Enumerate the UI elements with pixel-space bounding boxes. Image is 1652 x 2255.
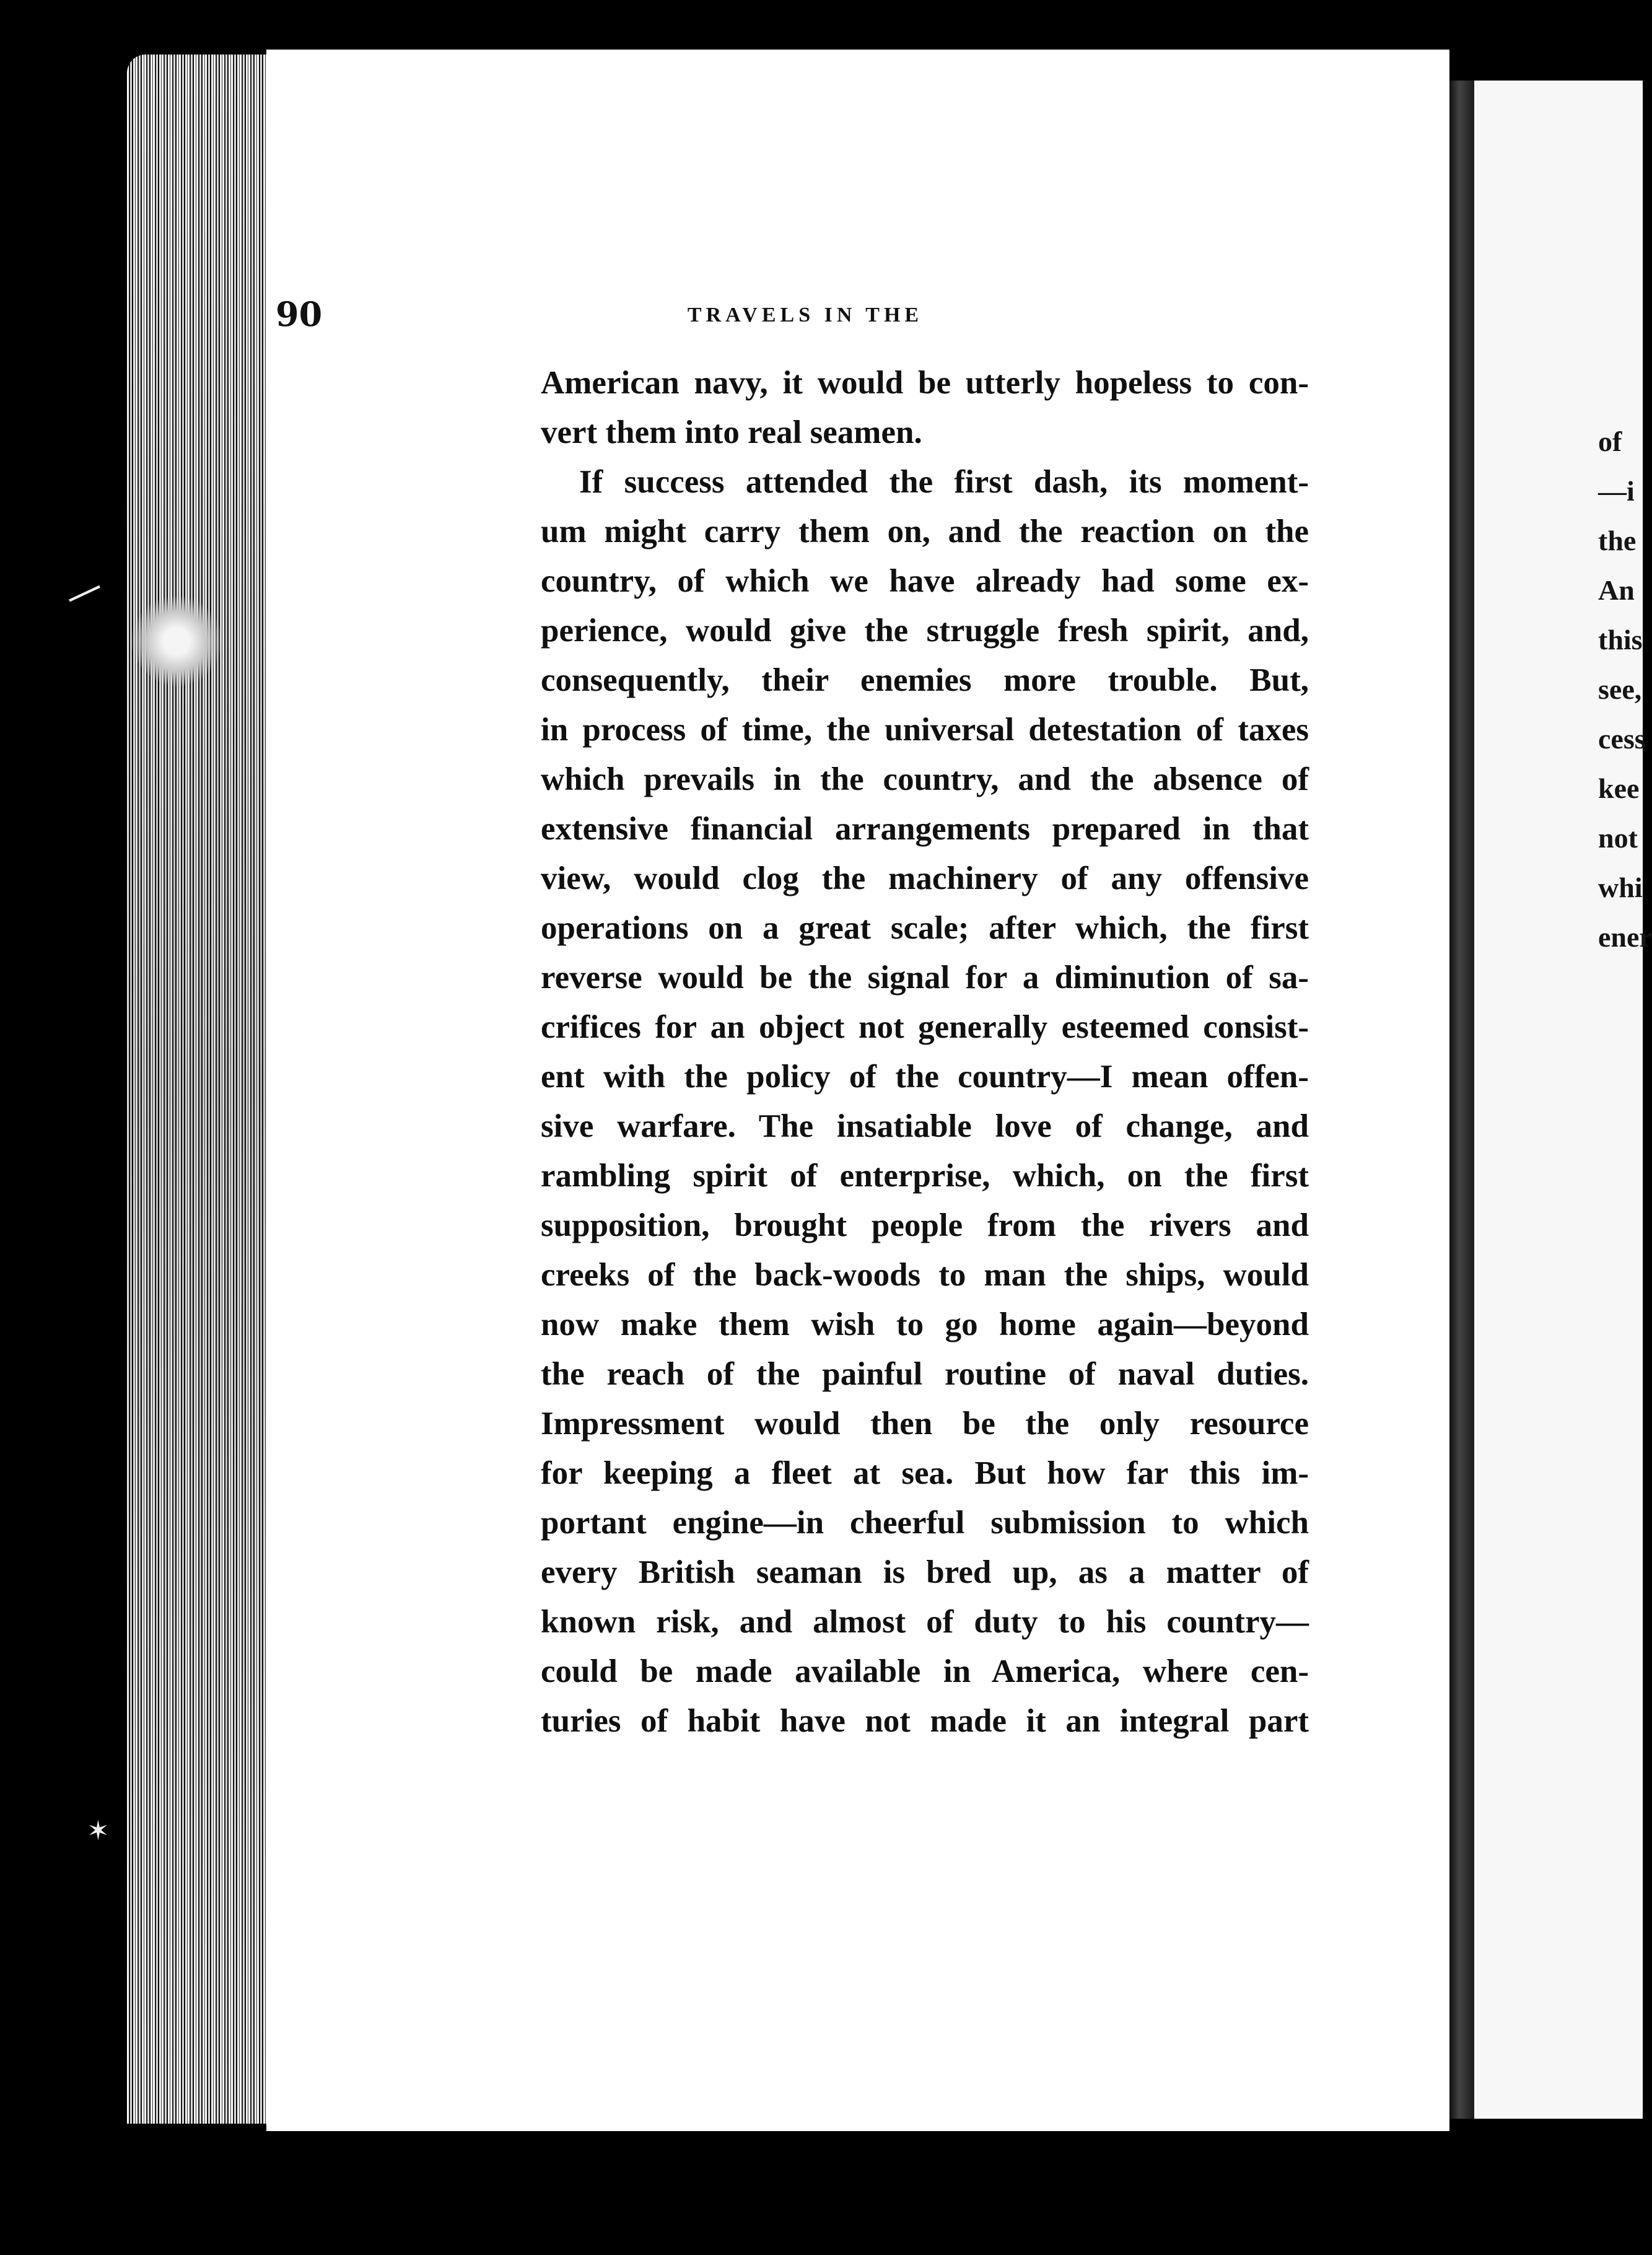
- body-text: [541, 358, 1309, 1746]
- text-line: crifices for an object not generally esteemed consist-: [541, 1009, 1309, 1045]
- facing-fragment: kee: [1598, 773, 1640, 804]
- text-line: creeks of the back-woods to man the ships, would: [541, 1257, 1309, 1293]
- text-line: sive warfare. The insatiable love of change, and: [541, 1108, 1309, 1144]
- text-line: consequently, their enemies more trouble. But,: [541, 662, 1309, 698]
- facing-fragment: of: [1598, 426, 1622, 457]
- text-line: vert them into real seamen.: [541, 414, 922, 450]
- facing-fragment: cess: [1598, 723, 1646, 755]
- facing-fragment: this: [1598, 624, 1643, 655]
- facing-fragment: —i: [1598, 475, 1635, 507]
- facing-fragment: not: [1598, 822, 1638, 854]
- facing-fragment: ener: [1598, 921, 1652, 953]
- facing-fragment: An: [1598, 574, 1635, 606]
- text-line: perience, would give the struggle fresh spirit, and,: [541, 613, 1309, 649]
- page-fore-edge: [127, 55, 266, 2124]
- text-line: Impressment would then be the only resource: [541, 1406, 1309, 1442]
- text-line: ent with the policy of the country—I mean offen-: [541, 1059, 1309, 1095]
- text-line: extensive financial arrangements prepared in that: [541, 811, 1309, 847]
- facing-fragment: the: [1598, 525, 1637, 556]
- text-line: now make them wish to go home again—beyond: [541, 1307, 1309, 1342]
- text-line: for keeping a fleet at sea. But how far this im-: [541, 1455, 1309, 1491]
- book-gutter: [1449, 81, 1474, 2119]
- facing-fragment: whi: [1598, 872, 1643, 903]
- text-line: could be made available in America, where cen-: [541, 1653, 1309, 1689]
- text-line: country, of which we have already had some ex-: [541, 563, 1309, 599]
- text-line: rambling spirit of enterprise, which, on the first: [541, 1158, 1309, 1194]
- margin-mark: ✶: [87, 1815, 110, 1847]
- text-line: every British seaman is bred up, as a matter of: [541, 1554, 1309, 1590]
- margin-mark: —: [58, 564, 110, 620]
- facing-fragment: see,: [1598, 673, 1642, 705]
- text-line: which prevails in the country, and the absence of: [541, 761, 1309, 797]
- text-line: turies of habit have not made it an integral part: [541, 1703, 1309, 1739]
- page-number: 90: [276, 294, 323, 334]
- text-line: view, would clog the machinery of any offensive: [541, 860, 1309, 896]
- text-line: in process of time, the universal detestation of taxes: [541, 712, 1309, 748]
- text-line: the reach of the painful routine of naval duties.: [541, 1356, 1309, 1392]
- text-line: known risk, and almost of duty to his country—: [541, 1604, 1309, 1640]
- text-line: American navy, it would be utterly hopeless to con-: [541, 365, 1309, 401]
- text-line: operations on a great scale; after which, the first: [541, 910, 1309, 946]
- text-line: If success attended the first dash, its moment-: [579, 464, 1309, 500]
- facing-page-text: [1598, 417, 1652, 962]
- facing-page: [1474, 81, 1643, 2119]
- text-line: supposition, brought people from the rivers and: [541, 1207, 1309, 1243]
- text-line: reverse would be the signal for a diminution of sa-: [541, 960, 1309, 996]
- text-line: portant engine—in cheerful submission to which: [541, 1505, 1309, 1541]
- running-title: TRAVELS IN THE: [687, 304, 924, 326]
- text-line: um might carry them on, and the reaction on the: [541, 514, 1309, 550]
